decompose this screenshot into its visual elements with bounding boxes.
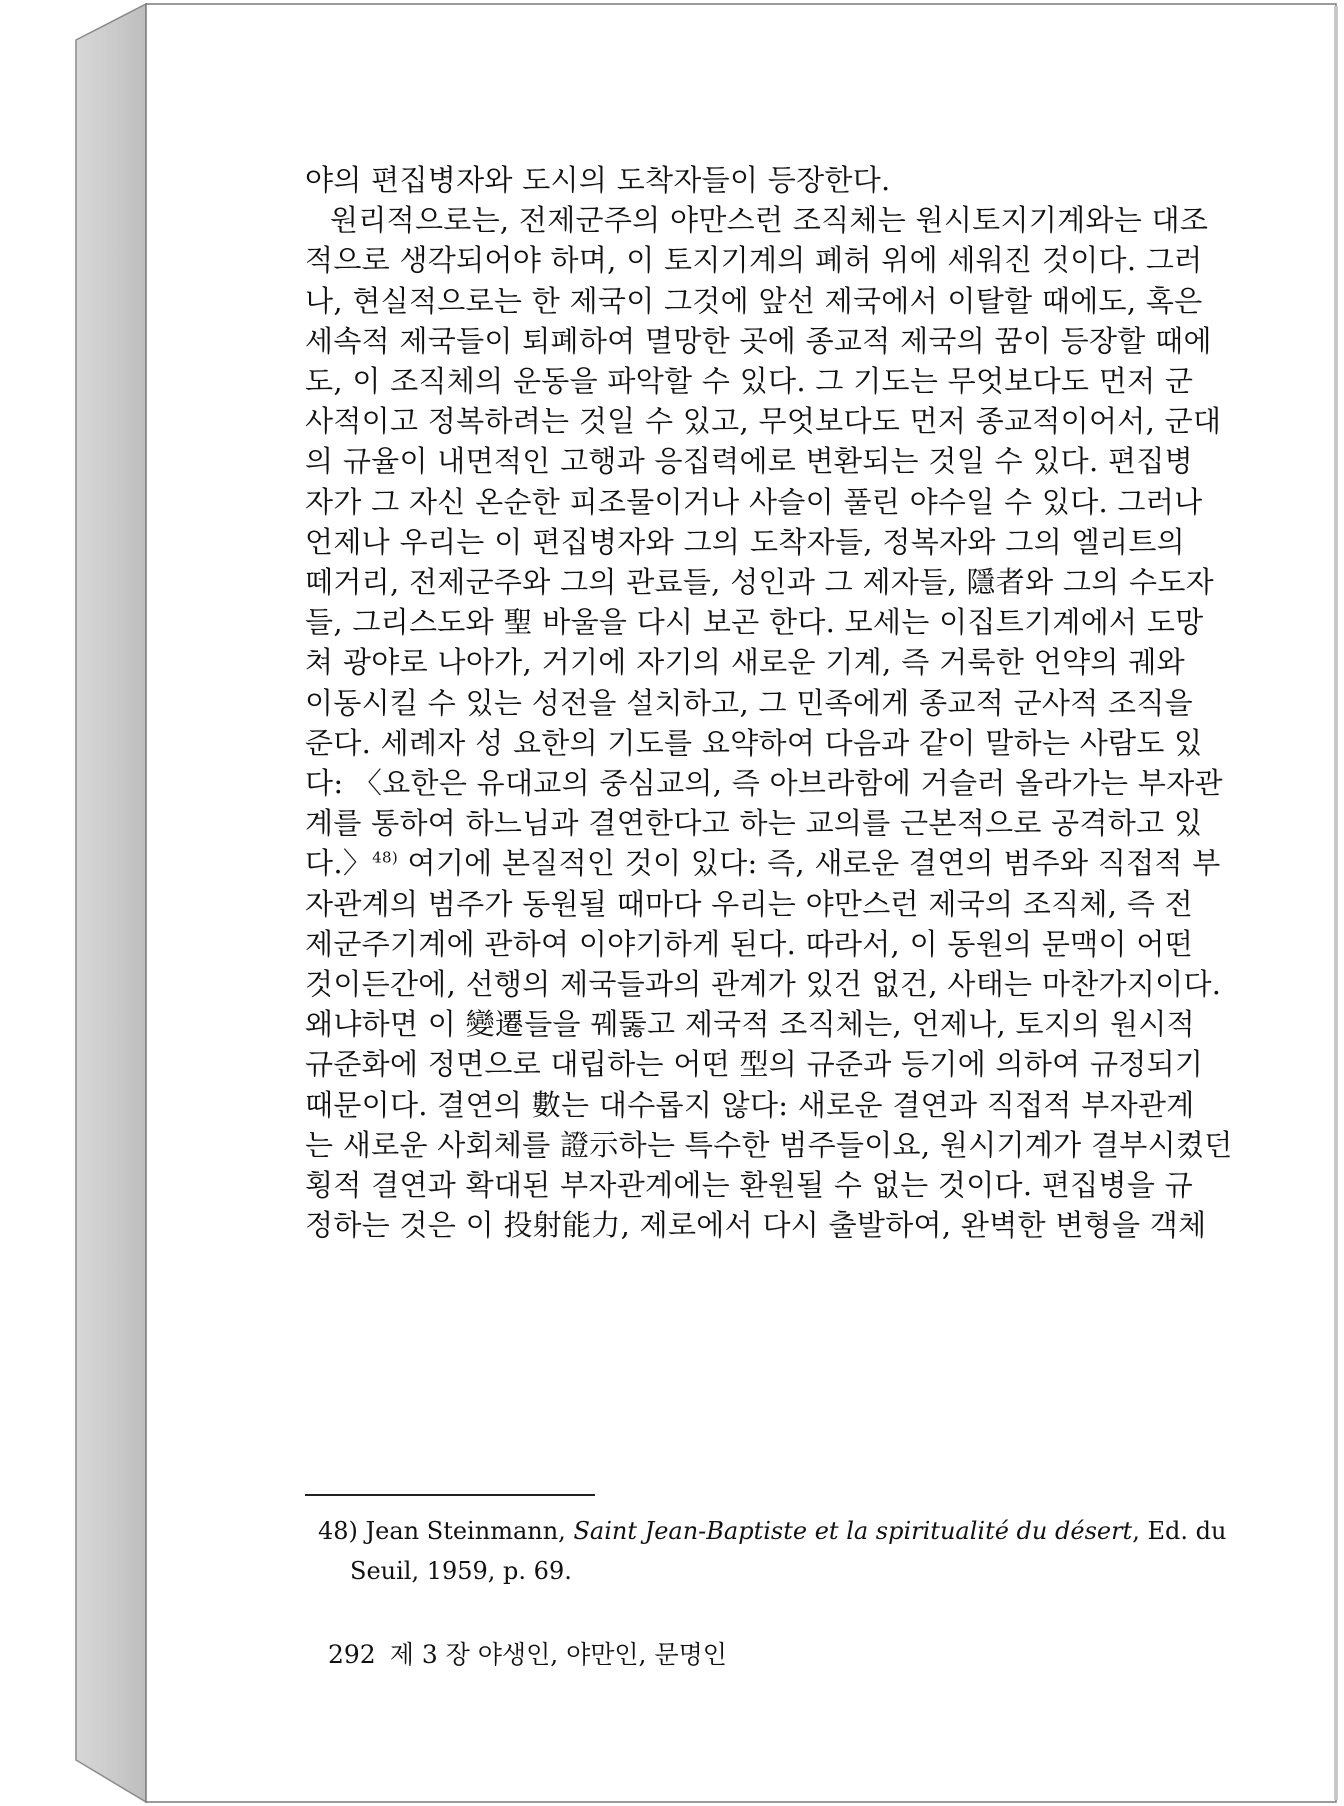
body-line: 들, 그리스도와 聖 바울을 다시 보곤 한다. 모세는 이집트기계에서 도망	[305, 605, 1204, 640]
body-line: 언제나 우리는 이 편집병자와 그의 도착자들, 정복자와 그의 엘리트의	[305, 524, 1185, 559]
footnote-title: Saint Jean-Baptiste et la spiritualité du désert	[573, 1517, 1133, 1545]
body-line: 제군주기계에 관하여 이야기하게 된다. 따라서, 이 동원의 문맥이 어떤	[305, 926, 1193, 961]
body-line: 도, 이 조직체의 운동을 파악할 수 있다. 그 기도는 무엇보다도 먼저 군	[305, 364, 1194, 398]
body-line: 계를 통하여 하느님과 결연한다고 하는 교의를 근본적으로 공격하고 있	[305, 806, 1203, 841]
body-line: 때문이다. 결연의 數는 대수롭지 않다: 새로운 결연과 직접적 부자관계	[305, 1087, 1195, 1122]
body-line: 횡적 결연과 확대된 부자관계에는 환원될 수 없는 것이다. 편집병을 규	[305, 1168, 1193, 1202]
page-number: 292	[328, 1640, 376, 1669]
footnote-reference[interactable]: 48)	[372, 848, 398, 867]
body-line: 것이든간에, 선행의 제국들과의 관계가 있건 없건, 사태는 마찬가지이다.	[305, 967, 1222, 1001]
body-line: 준다. 세례자 성 요한의 기도를 요약하여 다음과 같이 말하는 사람도 있	[305, 725, 1203, 760]
footnote-publisher-part1: , Ed. du	[1132, 1517, 1227, 1545]
footnote-line-2: Seuil, 1959, p. 69.	[350, 1557, 572, 1585]
body-line-part: 다.〉	[305, 846, 373, 881]
footnote-line-1	[318, 1514, 1227, 1548]
body-line	[305, 843, 1221, 883]
body-line-part: 여기에 본질적인 것이 있다: 즉, 새로운 결연의 범주와 직접적 부	[397, 846, 1221, 881]
body-line: 는 새로운 사회체를 證示하는 특수한 범주들이요, 원시기계가 결부시켰던	[305, 1127, 1233, 1162]
body-line: 다: 〈요한은 유대교의 중심교의, 즉 아브라함에 거슬러 올라가는 부자관	[305, 766, 1223, 800]
body-line: 의 규율이 내면적인 고행과 응집력에로 변환되는 것일 수 있다. 편집병	[305, 444, 1193, 479]
body-line: 야의 편집병자와 도시의 도착자들이 등장한다.	[305, 163, 891, 197]
body-line: 세속적 제국들이 퇴폐하여 멸망한 곳에 종교적 제국의 꿈이 등장할 때에	[305, 323, 1212, 358]
body-line: 왜냐하면 이 變遷들을 꿰뚫고 제국적 조직체는, 언제나, 토지의 원시적	[305, 1007, 1195, 1042]
body-line: 나, 현실적으로는 한 제국이 그것에 앞선 제국에서 이탈할 때에도, 혹은	[305, 283, 1203, 318]
footnote-author: Jean Steinmann,	[365, 1517, 566, 1545]
body-line: 원리적으로는, 전제군주의 야만스런 조직체는 원시토지기계와는 대조	[330, 203, 1209, 238]
body-line: 정하는 것은 이 投射能力, 제로에서 다시 출발하여, 완벽한 변형을 객체	[305, 1208, 1207, 1243]
body-line: 적으로 생각되어야 하며, 이 토지기계의 폐허 위에 세워진 것이다. 그러	[305, 243, 1203, 278]
chapter-title: 제 3 장 야생인, 야만인, 문명인	[389, 1640, 727, 1669]
body-line: 규준화에 정면으로 대립하는 어떤 型의 규준과 등기에 의하여 규정되기	[305, 1047, 1204, 1082]
page-footer	[328, 1638, 727, 1672]
body-line: 떼거리, 전제군주와 그의 관료들, 성인과 그 제자들, 隱者와 그의 수도자	[305, 565, 1214, 599]
body-line: 사적이고 정복하려는 것일 수 있고, 무엇보다도 먼저 종교적이어서, 군대	[305, 404, 1222, 439]
body-line: 자관계의 범주가 동원될 때마다 우리는 야만스런 제국의 조직체, 즉 전	[305, 886, 1193, 921]
footnote-rule	[305, 1494, 595, 1496]
body-line: 자가 그 자신 온순한 피조물이거나 사슬이 풀린 야수일 수 있다. 그러나	[305, 484, 1203, 519]
body-line: 이동시킬 수 있는 성전을 설치하고, 그 민족에게 종교적 군사적 조직을	[305, 685, 1193, 720]
body-line: 쳐 광야로 나아가, 거기에 자기의 새로운 기계, 즉 거룩한 언약의 궤와	[305, 645, 1185, 680]
footnote-number: 48)	[318, 1517, 358, 1545]
